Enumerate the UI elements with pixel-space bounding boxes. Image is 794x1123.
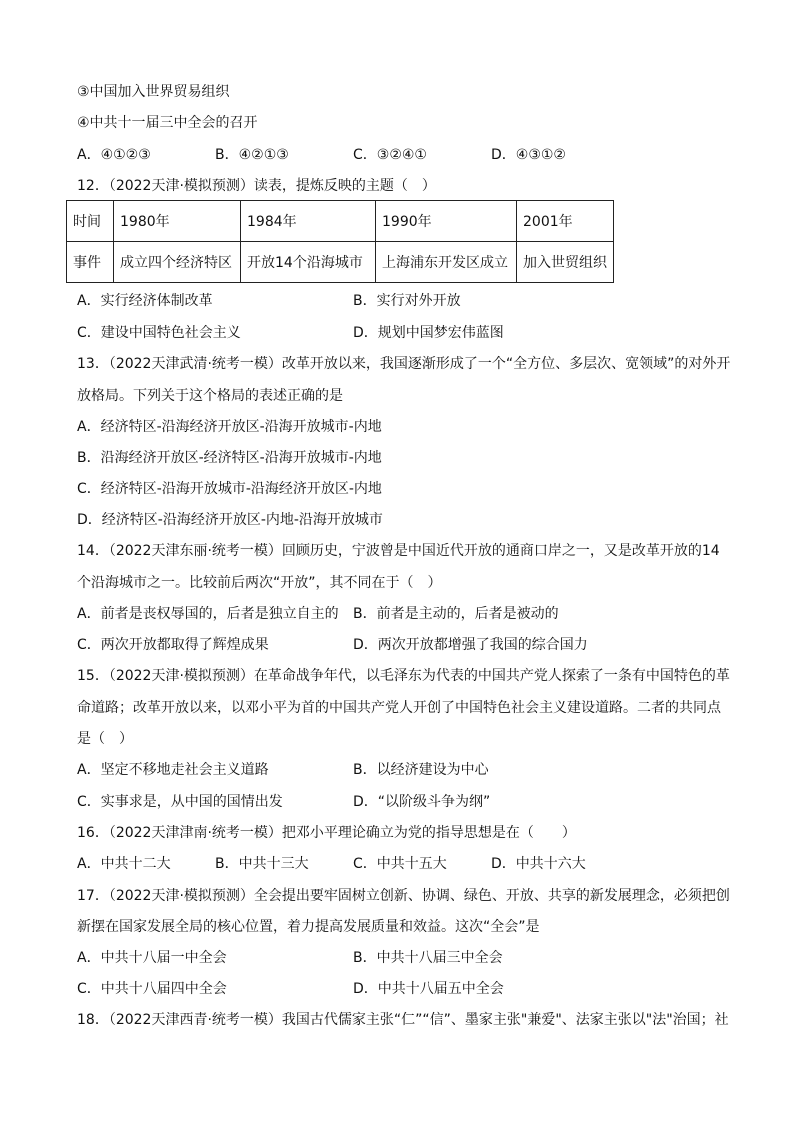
- table-cell: 1984年: [241, 201, 376, 242]
- q17-stem-line1: 17．（2022天津·模拟预测）全会提出要牢固树立创新、协调、绿色、开放、共享的新发展理念，必须把创: [77, 888, 730, 904]
- table-cell: 上海浦东开发区成立: [376, 242, 517, 283]
- q16-stem: 16．（2022天津津南·统考一模）把邓小平理论确立为党的指导思想是在（ ）: [77, 825, 576, 841]
- q17-option-c: C．中共十八届四中全会: [77, 981, 227, 997]
- table-row: [67, 242, 614, 283]
- q13-option-a: A．经济特区-沿海经济开放区-沿海开放城市-内地: [77, 419, 382, 435]
- q14-stem-line1: 14．（2022天津东丽·统考一模）回顾历史，宁波曾是中国近代开放的通商口岸之一，又是改革开放的14: [77, 543, 720, 559]
- table-cell: 2001年: [517, 201, 614, 242]
- q11-option-b: B．④②①③: [215, 147, 289, 163]
- q12-option-c: C．建设中国特色社会主义: [77, 325, 241, 341]
- q16-option-d: D．中共十六大: [491, 856, 586, 872]
- item-3: ③中国加入世界贸易组织: [77, 84, 230, 100]
- table-cell: 时间: [67, 201, 114, 242]
- q12-option-a: A．实行经济体制改革: [77, 293, 213, 309]
- q18-stem: 18．（2022天津西青·统考一模）我国古代儒家主张“仁”“信”、墨家主张"兼爱"、法家主张以"法"治国；社: [77, 1012, 729, 1028]
- item-4: ④中共十一届三中全会的召开: [77, 115, 258, 131]
- q12-option-b: B．实行对外开放: [353, 293, 461, 309]
- q11-option-c: C．③②④①: [353, 147, 427, 163]
- q15-option-c: C．实事求是，从中国的国情出发: [77, 794, 283, 810]
- q16-option-a: A．中共十二大: [77, 856, 171, 872]
- q17-option-a: A．中共十八届一中全会: [77, 950, 227, 966]
- table-cell: 成立四个经济特区: [114, 242, 241, 283]
- q14-stem-line2: 个沿海城市之一。比较前后两次“开放”，其不同在于（ ）: [77, 575, 442, 591]
- q14-option-d: D．两次开放都增强了我国的综合国力: [353, 637, 588, 653]
- table-cell: 事件: [67, 242, 114, 283]
- q14-option-c: C．两次开放都取得了辉煌成果: [77, 637, 269, 653]
- table-row: [67, 201, 614, 242]
- q11-option-d: D．④③①②: [491, 147, 566, 163]
- q15-option-b: B．以经济建设为中心: [353, 762, 489, 778]
- q12-stem: 12．（2022天津·模拟预测）读表，提炼反映的主题（ ）: [77, 178, 436, 194]
- q15-option-a: A．坚定不移地走社会主义道路: [77, 762, 269, 778]
- q13-option-c: C．经济特区-沿海开放城市-沿海经济开放区-内地: [77, 481, 382, 497]
- q11-option-a: A．④①②③: [77, 147, 151, 163]
- q15-stem-line1: 15．（2022天津·模拟预测）在革命战争年代，以毛泽东为代表的中国共产党人探索了一条有中国特色的革: [77, 668, 730, 684]
- q14-option-b: B．前者是主动的，后者是被动的: [353, 606, 559, 622]
- table-cell: 1980年: [114, 201, 241, 242]
- q15-option-d: D．“以阶级斗争为纲”: [353, 794, 491, 810]
- q17-option-b: B．中共十八届三中全会: [353, 950, 503, 966]
- q17-option-d: D．中共十八届五中全会: [353, 981, 504, 997]
- q12-table: [66, 200, 614, 283]
- q13-stem-line1: 13．（2022天津武清·统考一模）改革开放以来，我国逐渐形成了一个“全方位、多层次、宽领域”的对外开: [77, 356, 731, 372]
- table-cell: 加入世贸组织: [517, 242, 614, 283]
- q13-option-b: B．沿海经济开放区-经济特区-沿海开放城市-内地: [77, 450, 382, 466]
- q13-stem-line2: 放格局。下列关于这个格局的表述正确的是: [77, 388, 343, 404]
- q16-option-b: B．中共十三大: [215, 856, 309, 872]
- q13-option-d: D．经济特区-沿海经济开放区-内地-沿海开放城市: [77, 512, 383, 528]
- table-cell: 1990年: [376, 201, 517, 242]
- q16-option-c: C．中共十五大: [353, 856, 447, 872]
- q14-option-a: A．前者是丧权辱国的，后者是独立自主的: [77, 606, 339, 622]
- table-cell: 开放14个沿海城市: [241, 242, 376, 283]
- q15-stem-line2: 命道路；改革开放以来，以邓小平为首的中国共产党人开创了中国特色社会主义建设道路。二者的共同点: [77, 700, 721, 716]
- q15-stem-line3: 是（ ）: [77, 731, 133, 747]
- q12-option-d: D．规划中国梦宏伟蓝图: [353, 325, 504, 341]
- q17-stem-line2: 新摆在国家发展全局的核心位置，着力提高发展质量和效益。这次“全会”是: [77, 919, 540, 935]
